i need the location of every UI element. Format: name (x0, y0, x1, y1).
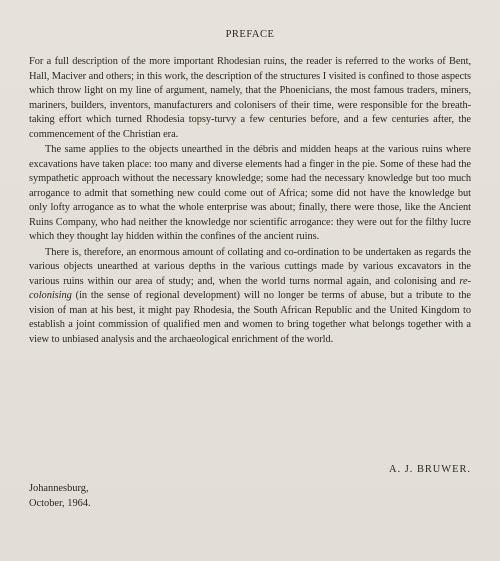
date-line: October, 1964. (29, 497, 91, 509)
page-title: PREFACE (225, 29, 275, 40)
paragraph-3 (29, 246, 471, 348)
paragraph-1: For a full description of the more important Rhodesian ruins, the reader is referred to the works of Bent, Hall, Maciver and others; in this work, the description of the structures I visited is confined to those aspects which throw light on my line of argument, namely, that the Phoenicians, the most famous traders, miners, mariners, builders, inventors, manufacturers and colonisers of their time, were responsible for the breath-taking effort which turned Rhodesia topsy-turvy a few centuries before, and a few centuries after, the commencement of the Christian era. (29, 56, 471, 140)
paragraph-3-text-before: There is, therefore, an enormous amount of collating and co-ordination to be undertaken as regards the various objects unearthed at various depths in the various cuttings made by various excavators in the various ruins within our area of study; and, when the world turns normal again, and colonising and (29, 246, 471, 287)
paragraph-2: The same applies to the objects unearthed in the débris and midden heaps at the various ruins where excavations have taken place: too many and diverse elements had a finger in the pie. Some of these had the sympathetic approach without the necessary knowledge; some had the necessary knowledge but too much arrogance to admit that something new could come out of Africa; some did not have the knowledge but only lofty arrogance as to what the whole enterprise was about; finally, there were those, like the Ancient Ruins Company, who had neither the knowledge nor scientific arrogance: they were out for the filthy lucre which they thought lay hidden within the confines of the ancient ruins. (29, 144, 471, 242)
paragraph-3-text-after: (in the sense of regional development) will no longer be terms of abuse, but a tribute to the vision of man at his best, it might pay Rhodesia, the South African Republic and the United Kingdom to establish a joint commission of qualified men and women to bring together what belongs together with a view to unbiased analysis and the archaeological enrichment of the world. (29, 290, 471, 345)
author-signature: A. J. BRUWER. (389, 464, 471, 475)
preface-body (29, 55, 471, 347)
place-and-date (29, 482, 91, 511)
paragraph-3-emphasis: re-colonising (29, 275, 471, 301)
place-line: Johannesburg, (29, 483, 89, 494)
